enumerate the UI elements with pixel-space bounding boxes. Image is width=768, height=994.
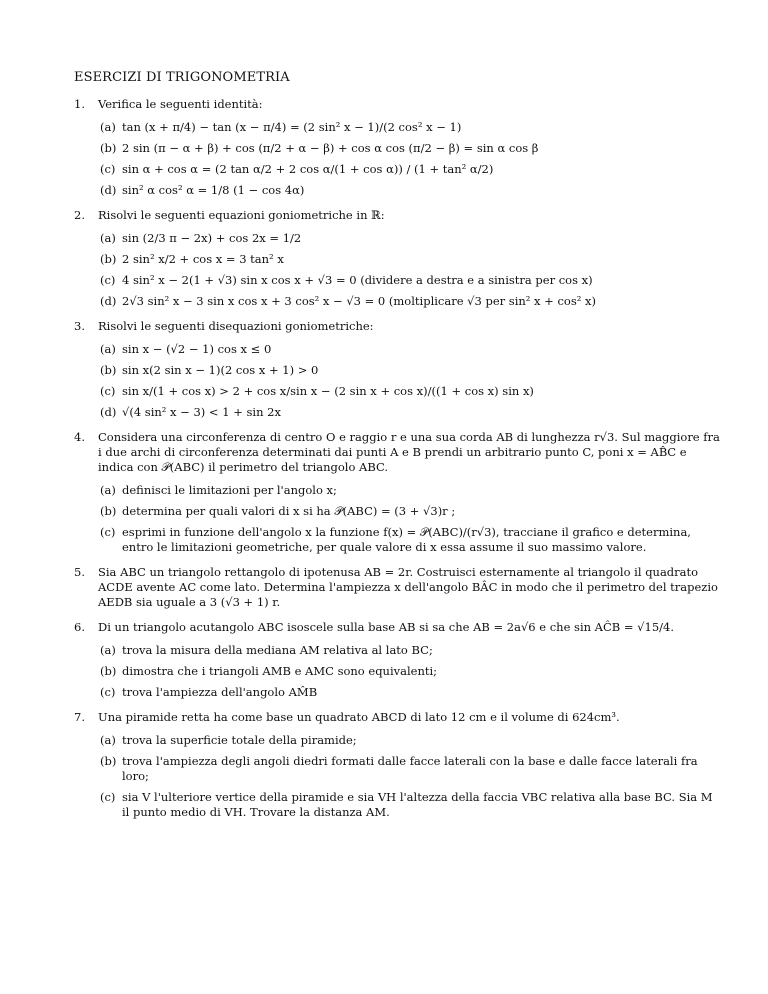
exercise-text: Risolvi le seguenti equazioni goniometriche in ℝ: [98,208,385,222]
exercise-text: Verifica le seguenti identità: [98,97,263,111]
exercise-text: Di un triangolo acutangolo ABC isoscele sulla base AB si sa che AB = 2a√6 e che sin AĈB = √15/4. [98,620,674,634]
exercise-text: Considera una circonferenza di centro O e raggio r e una sua corda AB di lunghezza r√3. Sul maggiore fra i due archi di circonferenza determinati dai punti A e B prendi un arbitrario punto C, poni x = AB̂C e indica con 𝒫(ABC) il perimetro del triangolo ABC. [98,430,720,474]
exercise-4 [74,430,722,555]
exercise-parts [100,231,722,309]
exercise-part [100,363,722,378]
part-label: (a) [100,120,116,134]
part-text: 4 sin² x − 2(1 + √3) sin x cos x + √3 = 0 (dividere a destra e a sinistra per cos x) [122,273,593,287]
part-label: (b) [100,252,117,266]
exercise-part [100,294,722,309]
exercise-part [100,643,722,658]
part-label: (b) [100,664,117,678]
exercise-part [100,231,722,246]
exercise-part [100,120,722,135]
exercise-number: 4. [74,430,85,444]
part-text: 2 sin (π − α + β) + cos (π/2 + α − β) + cos α cos (π/2 − β) = sin α cos β [122,141,539,155]
part-label: (a) [100,231,116,245]
exercise-part [100,790,722,820]
exercise-part [100,733,722,748]
page-title: ESERCIZI DI TRIGONOMETRIA [74,70,290,85]
exercise-row [74,565,722,610]
part-label: (c) [100,525,116,539]
exercise-number: 3. [74,319,85,333]
exercise-number: 5. [74,565,85,579]
exercise-part [100,183,722,198]
part-label: (c) [100,790,116,804]
exercise-list [74,97,722,820]
part-text: dimostra che i triangoli AMB e AMC sono equivalenti; [122,664,438,678]
exercise-number: 6. [74,620,85,634]
exercise-part [100,664,722,679]
part-label: (b) [100,141,117,155]
part-label: (d) [100,405,117,419]
part-text: sia V l'ulteriore vertice della piramide e sia VH l'altezza della faccia VBC relativa alla base BC. Sia M il punto medio di VH. Trovare la distanza AM. [122,790,713,819]
part-label: (d) [100,183,117,197]
exercise-text: Risolvi le seguenti disequazioni goniometriche: [98,319,374,333]
part-label: (a) [100,483,116,497]
exercise-part [100,405,722,420]
spacer [74,610,722,614]
exercise-part [100,273,722,288]
part-label: (b) [100,363,117,377]
part-text: sin (2/3 π − 2x) + cos 2x = 1/2 [122,231,302,245]
exercise-part [100,754,722,784]
part-label: (a) [100,733,116,747]
exercise-row [74,710,722,725]
part-text: sin α + cos α = (2 tan α/2 + 2 cos α/(1 + cos α)) / (1 + tan² α/2) [122,162,494,176]
part-text: trova l'ampiezza dell'angolo AM̂B [122,685,318,699]
part-text: trova la superficie totale della piramide; [122,733,357,747]
exercise-part [100,384,722,399]
part-label: (c) [100,273,116,287]
exercise-part [100,252,722,267]
part-text: determina per quali valori di x si ha 𝒫(ABC) = (3 + √3)r ; [122,504,456,518]
part-label: (a) [100,342,116,356]
exercise-text: Una piramide retta ha come base un quadrato ABCD di lato 12 cm e il volume di 624cm³. [98,710,620,724]
exercise-number: 2. [74,208,85,222]
exercise-number: 7. [74,710,85,724]
part-text: trova la misura della mediana AM relativa al lato BC; [122,643,433,657]
exercise-row [74,620,722,635]
exercise-1 [74,97,722,198]
part-text: definisci le limitazioni per l'angolo x; [122,483,337,497]
exercise-part [100,525,722,555]
exercise-row [74,319,722,334]
exercise-6 [74,620,722,700]
part-text: sin x/(1 + cos x) > 2 + cos x/sin x − (2 sin x + cos x)/((1 + cos x) sin x) [122,384,534,398]
part-text: sin x − (√2 − 1) cos x ≤ 0 [122,342,272,356]
exercise-text: Sia ABC un triangolo rettangolo di ipotenusa AB = 2r. Costruisci esternamente al triangolo il quadrato ACDE avente AC come lato. Determina l'ampiezza x dell'angolo BÂC in modo che il perimetro del trapezio AEDB sia uguale a 3 (√3 + 1) r. [98,565,718,609]
exercise-3 [74,319,722,420]
exercise-part [100,342,722,357]
exercise-5 [74,565,722,614]
part-text: trova l'ampiezza degli angoli diedri formati dalle facce laterali con la base e dalle facce laterali fra loro; [122,754,698,783]
exercise-parts [100,342,722,420]
exercise-7 [74,710,722,820]
exercise-row [74,208,722,223]
exercise-parts [100,733,722,820]
document [74,70,722,830]
exercise-parts [100,120,722,198]
exercise-part [100,162,722,177]
exercise-part [100,141,722,156]
part-label: (b) [100,504,117,518]
part-text: sin x(2 sin x − 1)(2 cos x + 1) > 0 [122,363,319,377]
part-text: 2 sin² x/2 + cos x = 3 tan² x [122,252,284,266]
part-text: sin² α cos² α = 1/8 (1 − cos 4α) [122,183,305,197]
exercise-part [100,504,722,519]
part-label: (c) [100,685,116,699]
part-text: esprimi in funzione dell'angolo x la funzione f(x) = 𝒫(ABC)/(r√3), tracciane il grafico e determina, entro le limitazioni geometriche, per quale valore di x essa assume il suo massimo valore. [122,525,691,554]
exercise-2 [74,208,722,309]
part-text: 2√3 sin² x − 3 sin x cos x + 3 cos² x − √3 = 0 (moltiplicare √3 per sin² x + cos² x) [122,294,596,308]
part-label: (d) [100,294,117,308]
part-label: (b) [100,754,117,768]
part-text: tan (x + π/4) − tan (x − π/4) = (2 sin² x − 1)/(2 cos² x − 1) [122,120,462,134]
exercise-part [100,685,722,700]
exercise-parts [100,483,722,555]
part-label: (a) [100,643,116,657]
exercise-row [74,430,722,475]
part-label: (c) [100,162,116,176]
part-label: (c) [100,384,116,398]
exercise-parts [100,643,722,700]
part-text: √(4 sin² x − 3) < 1 + sin 2x [122,405,281,419]
exercise-part [100,483,722,498]
exercise-number: 1. [74,97,85,111]
exercise-row [74,97,722,112]
